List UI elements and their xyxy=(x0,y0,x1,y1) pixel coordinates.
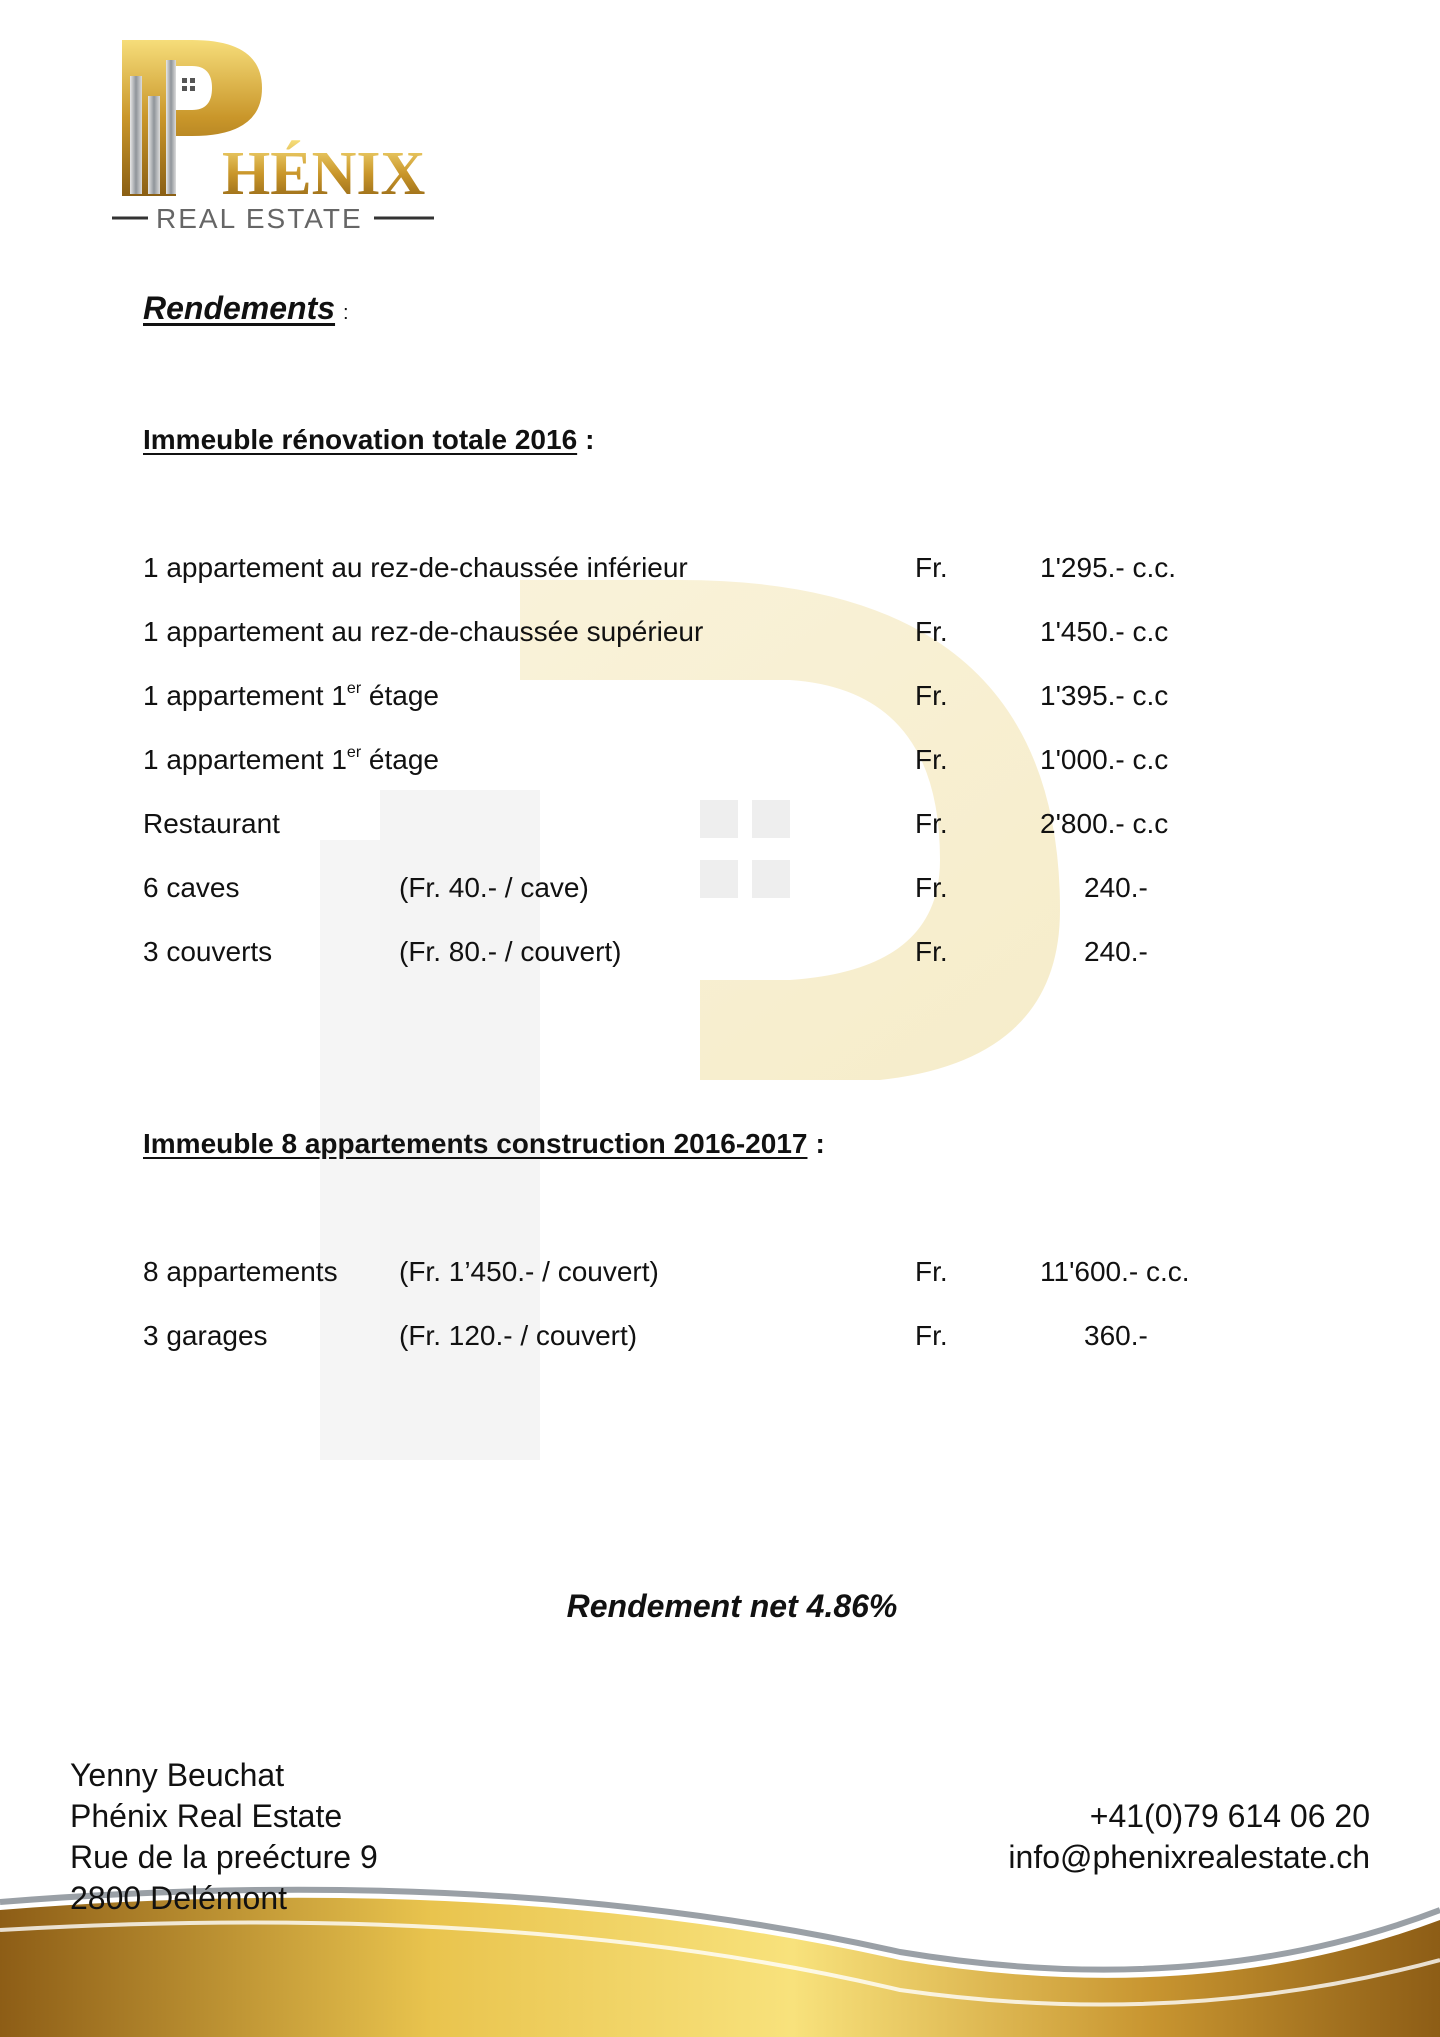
contact-name: Yenny Beuchat xyxy=(70,1757,285,1793)
row-label-sup: er xyxy=(346,680,362,697)
row-label: 3 couverts xyxy=(143,936,273,967)
section-construction-title-suffix: : xyxy=(815,1128,825,1159)
row-label: 1 appartement au rez-de-chaussée inférieur xyxy=(143,552,688,583)
contact-street: Rue de la preécture 9 xyxy=(70,1839,378,1875)
row-amount: 240.- xyxy=(1084,936,1148,967)
contact-phone[interactable]: +41(0)79 614 06 20 xyxy=(1089,1798,1370,1834)
contact-city: 2800 Delémont xyxy=(70,1880,288,1916)
row-currency: Fr. xyxy=(915,552,948,583)
logo-tagline: REAL ESTATE xyxy=(156,203,363,234)
table-row xyxy=(0,744,1440,784)
row-currency: Fr. xyxy=(915,1320,948,1351)
row-label: 3 garages xyxy=(143,1320,268,1351)
table-row xyxy=(0,616,1440,656)
row-currency: Fr. xyxy=(915,936,948,967)
row-amount: 11'600.- c.c. xyxy=(1040,1256,1190,1287)
row-currency: Fr. xyxy=(915,1256,948,1287)
row-currency: Fr. xyxy=(915,744,948,775)
page-heading xyxy=(143,290,349,327)
row-amount: 1'450.- c.c xyxy=(1040,616,1169,647)
table-row xyxy=(0,808,1440,848)
row-detail: (Fr. 40.- / cave) xyxy=(399,872,589,903)
page-heading-title: Rendements xyxy=(143,290,336,326)
row-currency: Fr. xyxy=(915,616,948,647)
row-detail: (Fr. 80.- / couvert) xyxy=(399,936,622,967)
row-amount: 1'295.- c.c. xyxy=(1040,552,1177,583)
row-label: Restaurant xyxy=(143,808,280,839)
row-label-rest: étage xyxy=(361,680,440,711)
section-construction-title-text: Immeuble 8 appartements construction 2016-2017 xyxy=(143,1128,808,1159)
row-amount: 1'000.- c.c xyxy=(1040,744,1169,775)
row-label: 6 caves xyxy=(143,872,240,903)
row-label xyxy=(143,680,439,712)
row-label xyxy=(143,744,439,776)
row-amount: 360.- xyxy=(1084,1320,1148,1351)
logo-brand-text: HÉNIX xyxy=(222,140,426,208)
table-row xyxy=(0,872,1440,912)
row-currency: Fr. xyxy=(915,872,948,903)
row-amount: 240.- xyxy=(1084,872,1148,903)
table-row xyxy=(0,1256,1440,1296)
section-renovation-title xyxy=(143,424,594,456)
contact-company: Phénix Real Estate xyxy=(70,1798,343,1834)
section-renovation-title-suffix: : xyxy=(585,424,595,455)
row-detail: (Fr. 120.- / couvert) xyxy=(399,1320,638,1351)
net-return: Rendement net 4.86% xyxy=(566,1588,898,1624)
contact-details xyxy=(1008,1796,1370,1878)
contact-address xyxy=(70,1755,378,1919)
section-construction-title xyxy=(143,1128,825,1160)
row-currency: Fr. xyxy=(915,808,948,839)
row-amount: 1'395.- c.c xyxy=(1040,680,1169,711)
contact-email[interactable]: info@phenixrealestate.ch xyxy=(1008,1839,1370,1875)
page-heading-suffix: : xyxy=(343,302,349,324)
table-row xyxy=(0,936,1440,976)
row-label-sup: er xyxy=(346,744,362,761)
row-label-main: 1 appartement 1 xyxy=(143,744,347,775)
row-label: 8 appartements xyxy=(143,1256,338,1287)
row-currency: Fr. xyxy=(915,680,948,711)
row-label-main: 1 appartement 1 xyxy=(143,680,347,711)
row-label-rest: étage xyxy=(361,744,440,775)
row-detail: (Fr. 1’450.- / couvert) xyxy=(399,1256,659,1287)
row-label: 1 appartement au rez-de-chaussée supérieur xyxy=(143,616,704,647)
section-renovation-title-text: Immeuble rénovation totale 2016 xyxy=(143,424,578,455)
phenix-logo xyxy=(112,36,442,236)
row-amount: 2'800.- c.c xyxy=(1040,808,1169,839)
table-row xyxy=(0,1320,1440,1360)
table-row xyxy=(0,680,1440,720)
table-row xyxy=(0,552,1440,592)
